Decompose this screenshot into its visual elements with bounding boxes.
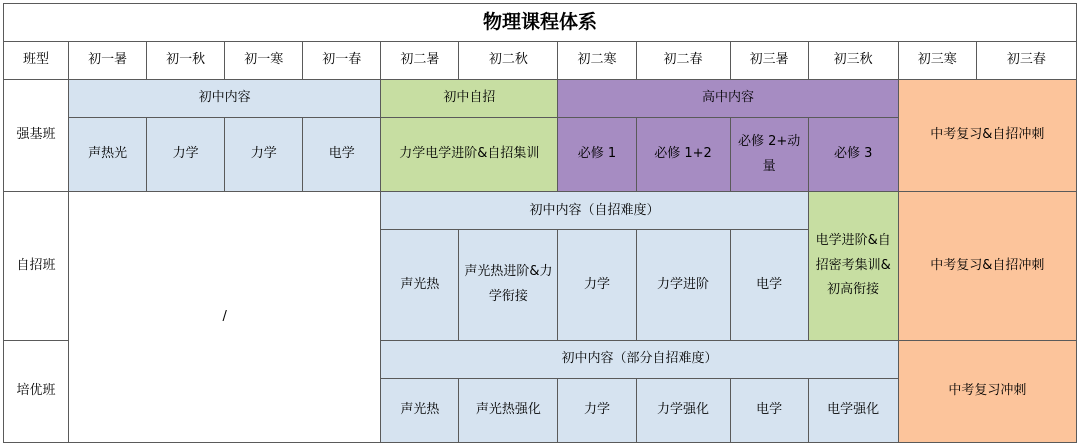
course-cell: 必修 3 xyxy=(808,118,898,192)
course-cell: 声光热 xyxy=(381,378,459,442)
row-label-zizhao: 自招班 xyxy=(4,192,69,340)
not-applicable-cell: / xyxy=(69,192,381,443)
group-partial-zizhao: 初中内容（部分自招难度） xyxy=(381,340,898,378)
row-label-peiyou: 培优班 xyxy=(4,340,69,442)
review-cell: 中考复习&自招冲刺 xyxy=(898,80,1076,192)
review-cell: 中考复习&自招冲刺 xyxy=(898,192,1076,340)
term-header: 初三秋 xyxy=(808,42,898,80)
term-header: 初二秋 xyxy=(459,42,558,80)
page-title: 物理课程体系 xyxy=(4,4,1077,42)
course-cell: 电学 xyxy=(730,230,808,340)
group-senior-content: 高中内容 xyxy=(558,80,898,118)
group-junior-content: 初中内容 xyxy=(69,80,381,118)
class-type-header: 班型 xyxy=(4,42,69,80)
course-table xyxy=(3,3,1077,443)
course-cell: 力学 xyxy=(558,378,636,442)
course-cell: 声光热 xyxy=(381,230,459,340)
course-cell: 电学 xyxy=(730,378,808,442)
term-header: 初二寒 xyxy=(558,42,636,80)
term-header: 初三暑 xyxy=(730,42,808,80)
special-course-cell: 电学进阶&自招密考集训&初高衔接 xyxy=(808,192,898,340)
term-header: 初一春 xyxy=(303,42,381,80)
term-header: 初三寒 xyxy=(898,42,976,80)
group-zizhao-difficulty: 初中内容（自招难度） xyxy=(381,192,808,230)
course-cell: 声光热强化 xyxy=(459,378,558,442)
course-cell: 力学 xyxy=(558,230,636,340)
term-header: 初二春 xyxy=(636,42,730,80)
course-cell: 力学强化 xyxy=(636,378,730,442)
term-header: 初二暑 xyxy=(381,42,459,80)
review-cell: 中考复习冲刺 xyxy=(898,340,1076,442)
course-cell: 必修 1 xyxy=(558,118,636,192)
course-cell: 必修 2+动量 xyxy=(730,118,808,192)
course-cell: 必修 1+2 xyxy=(636,118,730,192)
course-cell: 力学电学进阶&自招集训 xyxy=(381,118,558,192)
course-cell: 电学强化 xyxy=(808,378,898,442)
group-junior-zizhao: 初中自招 xyxy=(381,80,558,118)
course-cell: 声光热进阶&力学衔接 xyxy=(459,230,558,340)
term-header: 初一寒 xyxy=(225,42,303,80)
term-header: 初一秋 xyxy=(147,42,225,80)
course-cell: 力学 xyxy=(225,118,303,192)
course-cell: 力学 xyxy=(147,118,225,192)
term-header: 初一暑 xyxy=(69,42,147,80)
course-cell: 力学进阶 xyxy=(636,230,730,340)
row-label-qiangji: 强基班 xyxy=(4,80,69,192)
course-cell: 声热光 xyxy=(69,118,147,192)
course-cell: 电学 xyxy=(303,118,381,192)
term-header: 初三春 xyxy=(976,42,1076,80)
